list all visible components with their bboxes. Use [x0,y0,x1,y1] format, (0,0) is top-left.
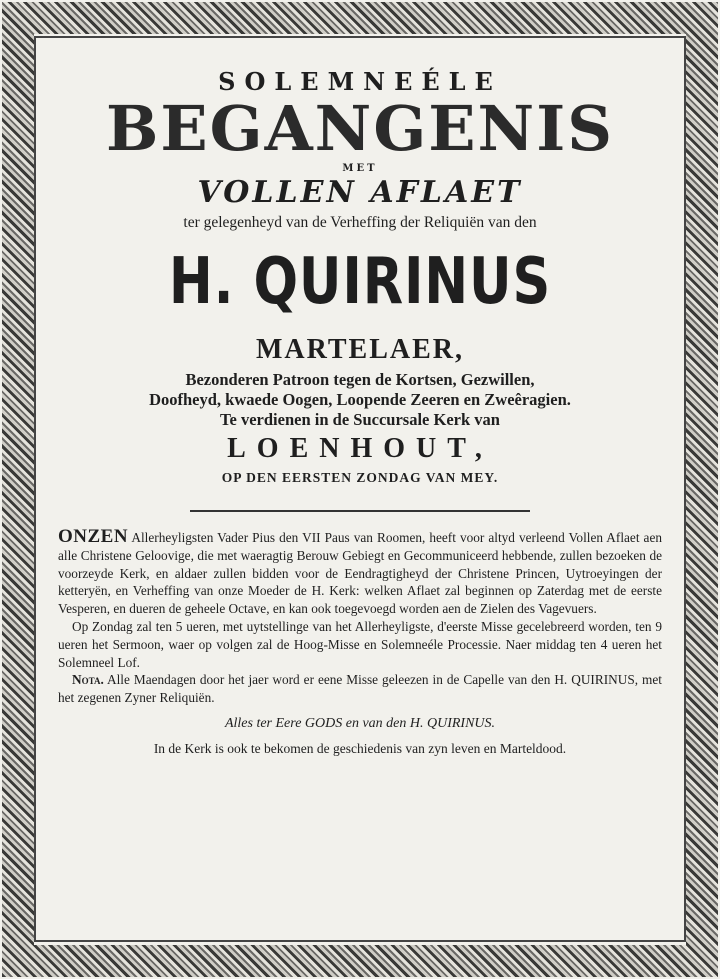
nota-text: Alle Maendagen door het jaer word er eene Misse geleezen in de Capelle van den H. QUIRINUS, met het zegenen Zyner Reliquiën. [58,672,662,706]
nota-label: Nota. [72,672,104,688]
patron-line-1: Bezonderen Patroon tegen de Kortsen, Gezwillen, [185,370,535,389]
divider-rule [190,510,530,512]
paragraph-nota [58,671,662,707]
heading-martelaer: MARTELAER, [255,334,465,365]
heading-loenhout: LOENHOUT, [227,433,493,464]
footer-notice: In de Kerk is ook te bekomen de geschiedenis van zyn leven en Marteldood. [153,740,567,756]
patron-line-2: Doofheyd, kwaede Oogen, Loopende Zeeren en Zweêragien. [149,390,571,409]
heading-saint-name: H. QUIRINUS [168,245,552,319]
date-line: OP DEN EERSTEN ZONDAG VAN MEY. [221,470,499,485]
paragraph-indulgence [58,528,662,618]
heading-vollen-aflaet: VOLLEN AFLAET [197,175,523,210]
body-text [50,528,670,707]
paragraph-indulgence-text: Allerheyligsten Vader Pius den VII Paus van Roomen, heeft voor altyd verleend Vollen Aflaet aen alle Christene Geloovige, die met waeragtig Berouw Gebiegt en Gecommuniceerd hebbende, zullen bezoeken de voorzeyde Kerk, en aldaer zullen bidden voor de Eendragtigheyd der Christene Princen, Uytroeyingen der ketteryën, en Verheffing van onze Moeder de H. Kerk: welken Aflaet zal beginnen op Zaterdag met de eerste Vesperen, en dueren de geheele Octave, en kan ook toegevoegd worden aen de Zielen des Vagevuers. [58,530,662,617]
paragraph-lead-word: ONZEN [58,526,129,547]
heading-begangenis: BEGANGENIS [105,92,615,165]
heading-met: MET [342,163,378,174]
poster-content [50,50,670,759]
heading-solemneele: SOLEMNEÉLE [218,67,502,96]
subheading-occasion: ter gelegenheyd van de Verheffing der Reliquiën van den [183,214,537,231]
footer-dedication: Alles ter Eere GODS en van den H. QUIRINUS. [224,715,496,731]
paragraph-schedule: Op Zondag zal ten 5 ueren, met uytstellinge van het Allerheyligste, d'eerste Misse gecelebreerd worden, ten 9 ueren het Sermoon, waer op volgen zal de Hoog-Misse en Solemneéle Processie. Naer middag ten 4 ueren het Solemneel Lof. [58,618,662,670]
location-intro: Te verdienen in de Succursale Kerk van [220,410,500,429]
